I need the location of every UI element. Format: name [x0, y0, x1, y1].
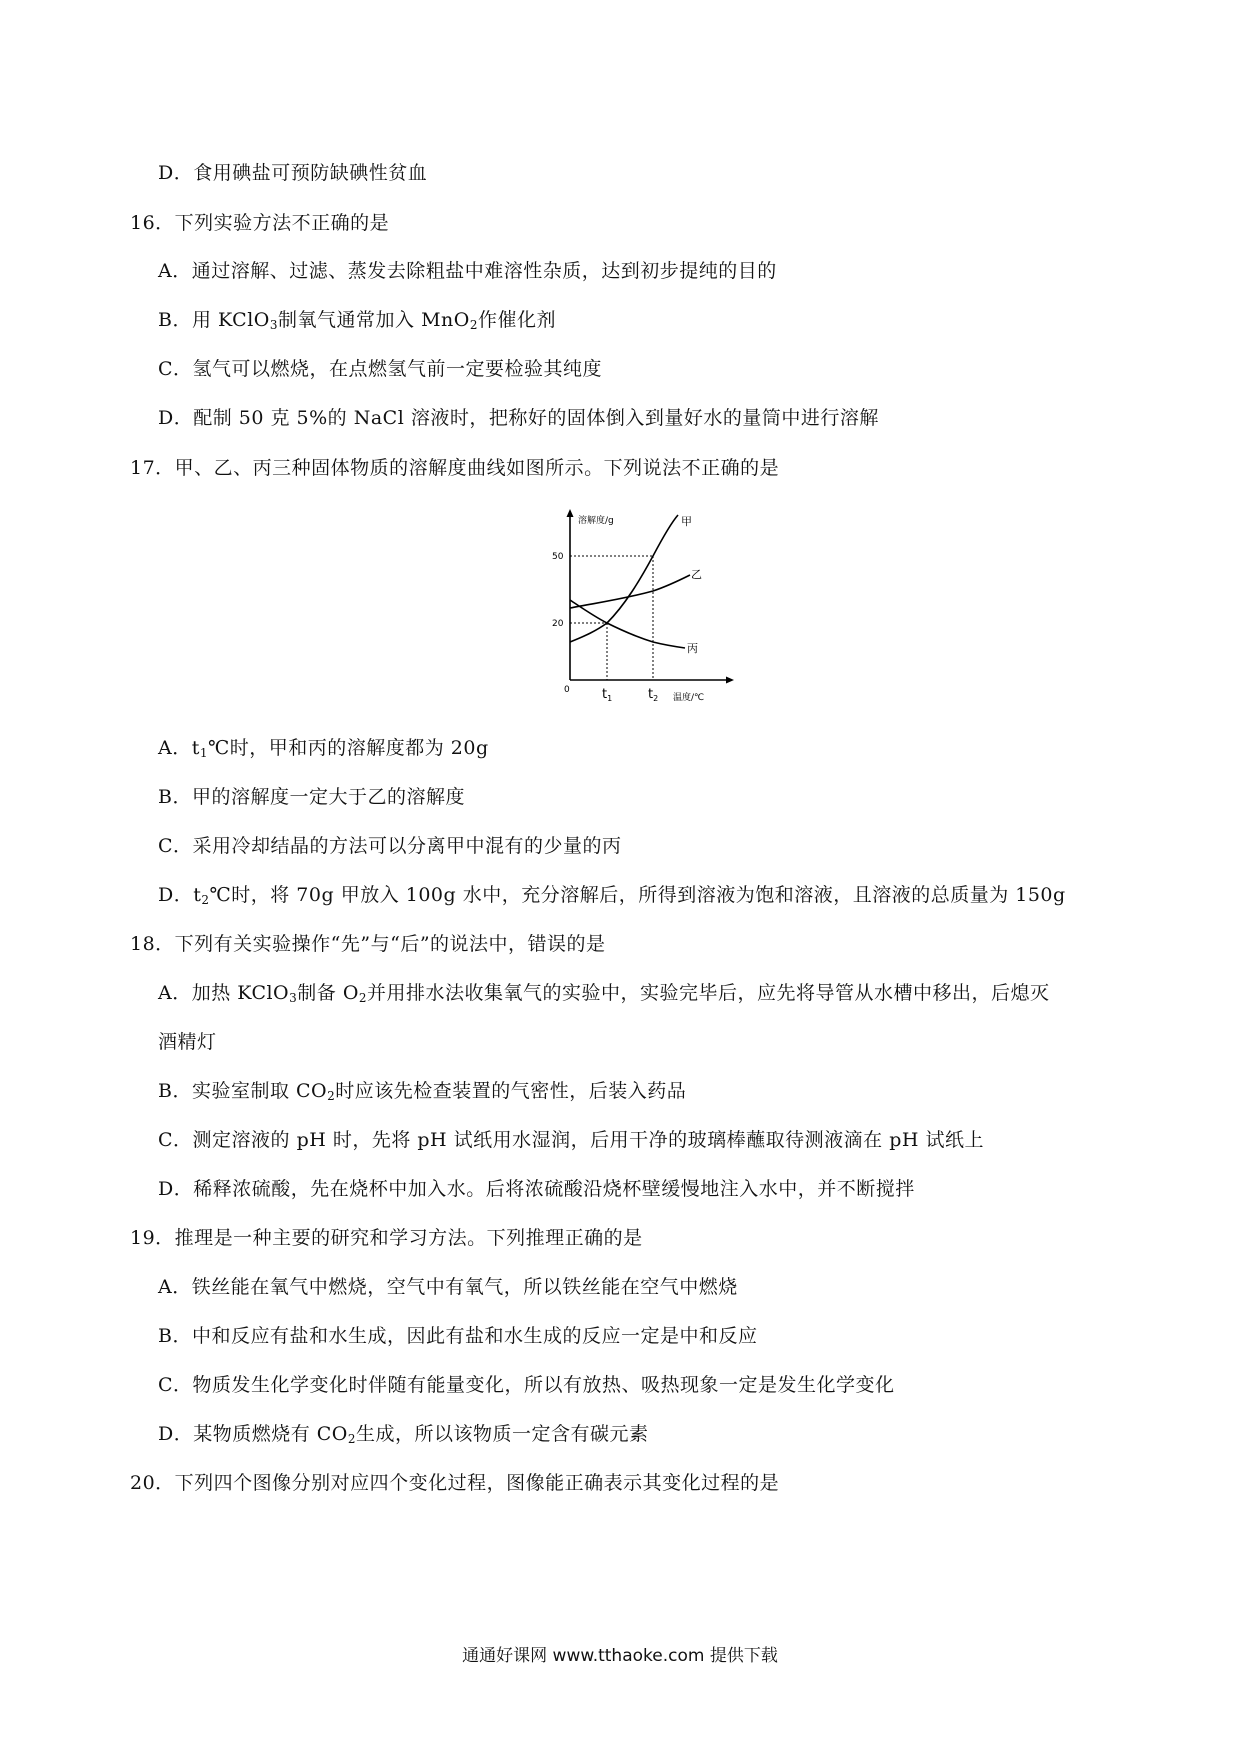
q18-option-a-continued: 酒精灯: [158, 1031, 217, 1053]
tick-50-label: 50: [552, 552, 564, 562]
tick-20-label: 20: [552, 619, 564, 629]
q18-option-d: D．稀释浓硫酸，先在烧杯中加入水。后将浓硫酸沿烧杯壁缓慢地注入水中，并不断搅拌: [158, 1178, 915, 1200]
q19-option-d: D．某物质燃烧有 $CO_2$生成，所以该物质一定含有碳元素: [158, 1423, 649, 1446]
q16-option-c: C．氢气可以燃烧，在点燃氢气前一定要检验其纯度: [158, 358, 603, 380]
q18-stem: 18．下列有关实验操作“先”与“后”的说法中，错误的是: [130, 933, 606, 955]
q19-option-a: A．铁丝能在氧气中燃烧，空气中有氧气，所以铁丝能在空气中燃烧: [158, 1276, 738, 1298]
q19-option-c: C．物质发生化学变化时伴随有能量变化，所以有放热、吸热现象一定是发生化学变化: [158, 1374, 895, 1396]
q16-option-b: B．用 KClO$_3$制氧气通常加入 MnO$_2$作催化剂: [158, 309, 556, 332]
tick-t2-label: $t_2$: [648, 687, 659, 703]
q16-option-d: D．配制 50 克 5%的 NaCl 溶液时，把称好的固体倒入到量好水的量筒中进行溶解: [158, 407, 879, 429]
page-footer: 通通好课网 www.tthaoke.com 提供下载: [462, 1646, 778, 1666]
q18-option-a: A．加热 KClO$_3$制备 $O_2$并用排水法收集氧气的实验中，实验完毕后，应先将导管从水槽中移出，后熄灭: [158, 982, 1050, 1005]
q17-option-b: B．甲的溶解度一定大于乙的溶解度: [158, 786, 465, 808]
y-axis-label: 溶解度/g: [578, 516, 614, 526]
q17-option-d: D．$t_2℃$时，将 70g 甲放入 100g 水中，充分溶解后，所得到溶液为饱和溶液，且溶液的总质量为 150g: [158, 884, 1066, 907]
q17-option-a: A．$t_1℃$时，甲和丙的溶解度都为 20g: [158, 737, 489, 760]
curve-bing: [570, 600, 685, 648]
series-label-bing: 丙: [687, 642, 698, 655]
series-label-yi: 乙: [691, 568, 702, 581]
series-label-jia: 甲: [681, 515, 692, 528]
curve-yi: [570, 575, 690, 608]
tick-t1-label: $t_1$: [602, 687, 613, 703]
x-axis-label: 温度/℃: [673, 693, 705, 703]
q16-option-a: A．通过溶解、过滤、蒸发去除粗盐中难溶性杂质，达到初步提纯的目的: [158, 260, 777, 282]
q18-option-b: B．实验室制取 $CO_2$时应该先检查装置的气密性，后装入药品: [158, 1080, 687, 1103]
q19-option-b: B．中和反应有盐和水生成，因此有盐和水生成的反应一定是中和反应: [158, 1325, 758, 1347]
q19-stem: 19．推理是一种主要的研究和学习方法。下列推理正确的是: [130, 1227, 643, 1249]
y-axis-arrow: [567, 509, 574, 517]
q20-stem: 20．下列四个图像分别对应四个变化过程，图像能正确表示其变化过程的是: [130, 1472, 780, 1494]
q16-stem: 16．下列实验方法不正确的是: [130, 212, 390, 234]
x-axis-arrow: [726, 677, 734, 684]
q18-option-c: C．测定溶液的 pH 时，先将 pH 试纸用水湿润，后用干净的玻璃棒蘸取待测液滴在 pH 试纸上: [158, 1129, 984, 1151]
origin-label: 0: [564, 685, 570, 695]
prev-option-d: D．食用碘盐可预防缺碘性贫血: [158, 162, 428, 184]
solubility-chart: [540, 505, 735, 705]
q17-option-c: C．采用冷却结晶的方法可以分离甲中混有的少量的丙: [158, 835, 622, 857]
q17-stem: 17．甲、乙、丙三种固体物质的溶解度曲线如图所示。下列说法不正确的是: [130, 457, 780, 479]
